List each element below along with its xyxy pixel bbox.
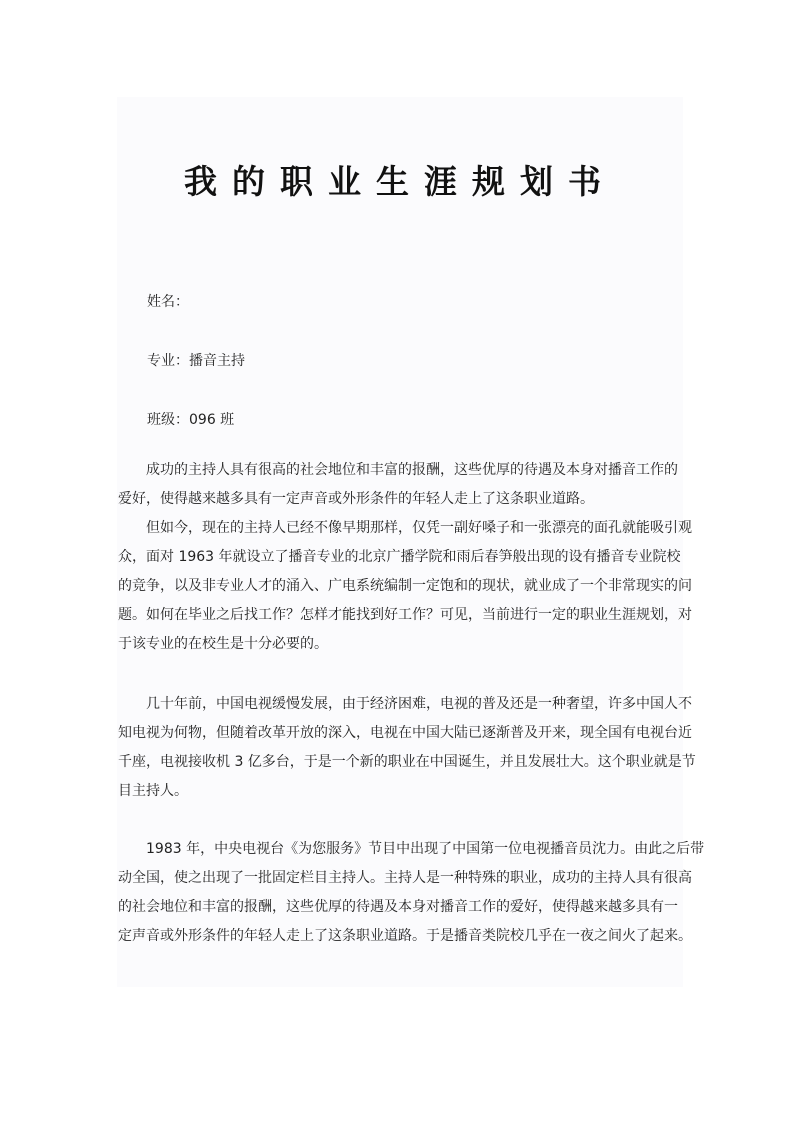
paragraph-3 <box>118 690 696 806</box>
document-title: 我的职业生涯规划书 <box>184 162 616 201</box>
paragraph-line: 题。如何在毕业之后找工作？怎样才能找到好工作？可见，当前进行一定的职业生涯规划，对 <box>118 607 692 623</box>
paragraph-line: 但如今，现在的主持人已经不像早期那样，仅凭一副好嗓子和一张漂亮的面孔就能吸引观 <box>146 520 692 536</box>
major-field: 专业：播音主持 <box>147 353 245 369</box>
paragraph-line: 的社会地位和丰富的报酬，这些优厚的待遇及本身对播音工作的爱好，使得越来越多具有一 <box>118 899 678 915</box>
paragraph-line: 动全国，使之出现了一批固定栏目主持人。主持人是一种特殊的职业，成功的主持人具有很高 <box>118 870 692 886</box>
paragraph-line: 爱好，使得越来越多具有一定声音或外形条件的年轻人走上了这条职业道路。 <box>118 491 594 507</box>
class-field: 班级：096 班 <box>147 412 235 428</box>
paragraph-4 <box>118 835 705 951</box>
paragraph-2 <box>118 514 692 659</box>
paragraph-line: 成功的主持人具有很高的社会地位和丰富的报酬，这些优厚的待遇及本身对播音工作的 <box>146 462 678 478</box>
paragraph-1 <box>118 456 692 514</box>
paragraph-line: 1983 年，中央电视台《为您服务》节目中出现了中国第一位电视播音员沈力。由此之后带 <box>146 841 705 857</box>
paragraph-line: 众，面对 1963 年就设立了播音专业的北京广播学院和雨后春笋般出现的设有播音专业院校 <box>118 549 681 565</box>
paragraph-line: 定声音或外形条件的年轻人走上了这条职业道路。于是播音类院校几乎在一夜之间火了起来。 <box>118 928 692 944</box>
paragraph-line: 知电视为何物，但随着改革开放的深入，电视在中国大陆已逐渐普及开来，现全国有电视台近 <box>118 725 692 741</box>
paragraph-line: 的竞争，以及非专业人才的涌入、广电系统编制一定饱和的现状，就业成了一个非常现实的问 <box>118 578 692 594</box>
paragraph-line: 目主持人。 <box>118 783 188 799</box>
paragraph-line: 千座，电视接收机 3 亿多台，于是一个新的职业在中国诞生，并且发展壮大。这个职业就是节 <box>118 754 696 770</box>
name-field: 姓名： <box>147 294 189 310</box>
paragraph-line: 于该专业的在校生是十分必要的。 <box>118 636 328 652</box>
paragraph-line: 几十年前，中国电视缓慢发展，由于经济困难，电视的普及还是一种奢望，许多中国人不 <box>146 696 692 712</box>
